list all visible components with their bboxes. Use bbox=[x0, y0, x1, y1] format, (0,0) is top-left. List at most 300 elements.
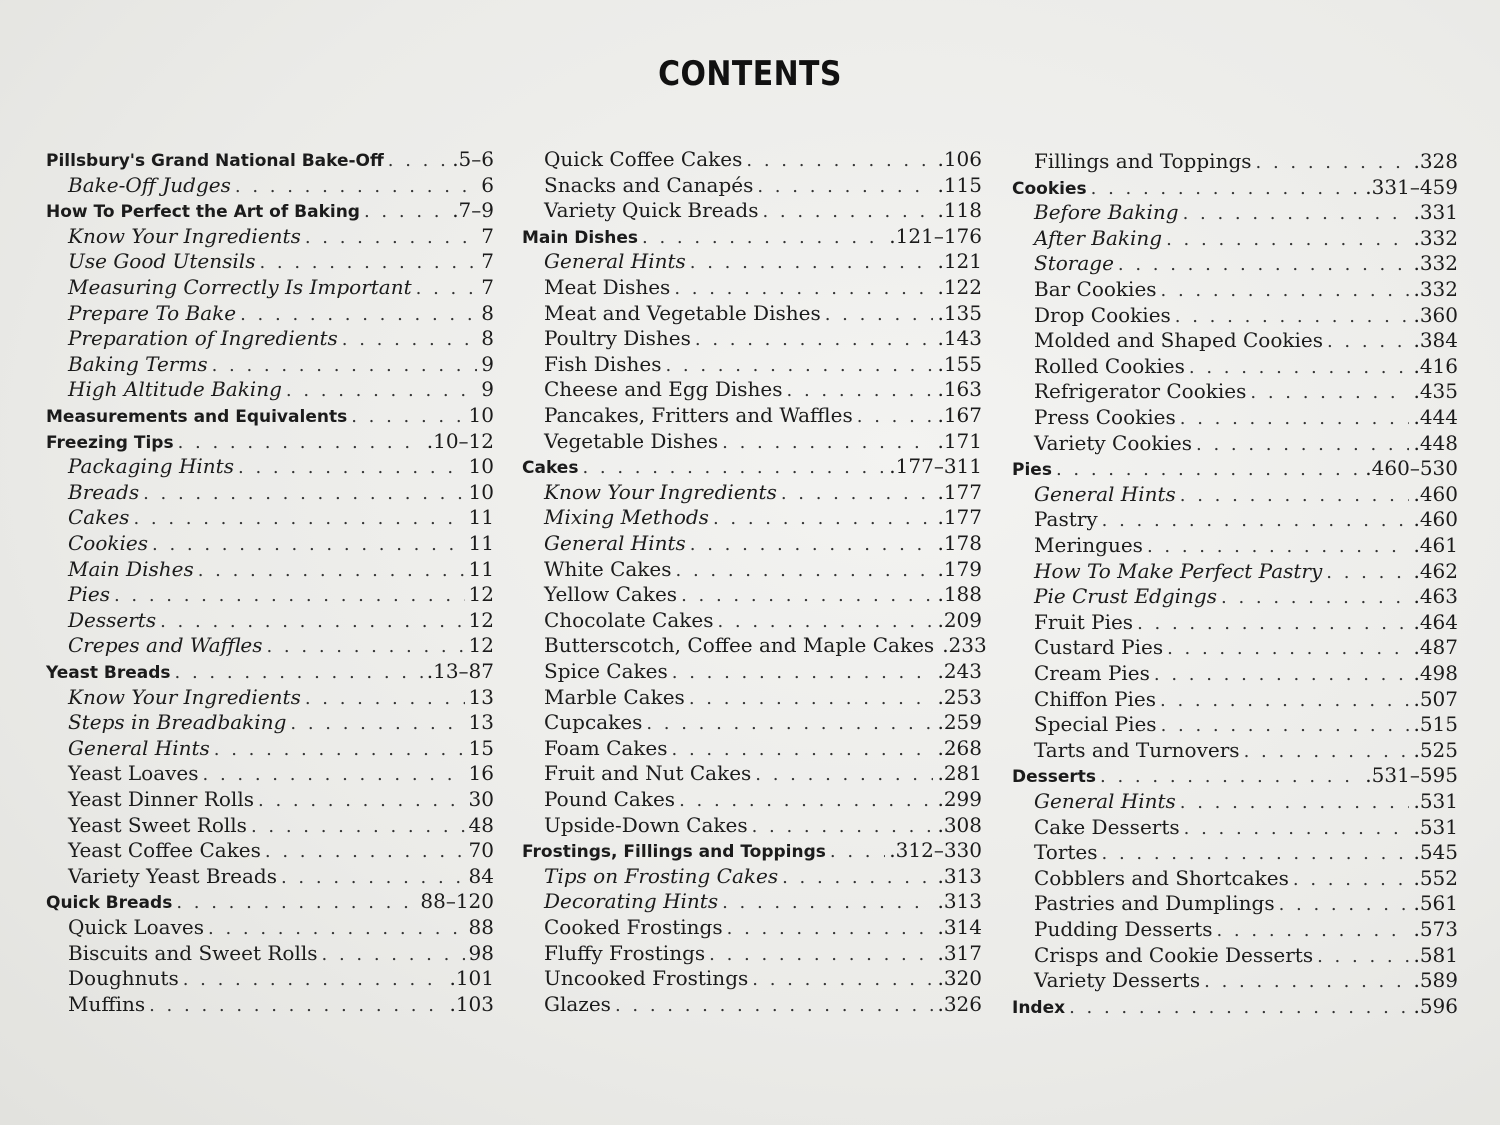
dot-leader bbox=[762, 197, 933, 225]
toc-entry bbox=[46, 965, 494, 991]
toc-entry-page: .320 bbox=[937, 966, 982, 991]
dot-leader bbox=[1137, 609, 1409, 637]
toc-entry bbox=[46, 453, 494, 479]
toc-entry-page: 12 bbox=[468, 582, 494, 607]
toc-entry-title: General Hints bbox=[68, 735, 210, 760]
toc-entry-title: Pastries and Dumplings bbox=[1034, 891, 1275, 916]
dot-leader bbox=[322, 940, 465, 968]
dot-leader bbox=[1166, 225, 1409, 253]
toc-entry bbox=[1012, 865, 1458, 891]
toc-entry bbox=[46, 376, 494, 402]
toc-entry bbox=[46, 914, 494, 940]
toc-entry-page: .13–87 bbox=[426, 659, 494, 683]
toc-entry bbox=[1012, 558, 1458, 584]
toc-entry-page: .314 bbox=[937, 915, 982, 939]
toc-entry-page: .384 bbox=[1413, 328, 1458, 353]
dot-leader bbox=[722, 888, 933, 916]
toc-entry-title: Meat Dishes bbox=[544, 275, 671, 299]
toc-entry-page: .268 bbox=[937, 735, 982, 760]
dot-leader bbox=[1279, 890, 1410, 918]
toc-entry bbox=[522, 837, 982, 863]
toc-entry bbox=[1012, 404, 1458, 430]
toc-entry-title: Fruit Pies bbox=[1034, 609, 1134, 634]
toc-entry-title: Fluffy Frostings bbox=[544, 940, 706, 965]
toc-entry bbox=[46, 863, 494, 889]
toc-entry-page: .143 bbox=[937, 326, 982, 351]
dot-leader bbox=[1180, 481, 1410, 509]
toc-entry-title: Pound Cakes bbox=[544, 787, 676, 811]
toc-entry bbox=[46, 274, 494, 300]
toc-entry bbox=[522, 146, 982, 172]
toc-entry-title: After Baking bbox=[1034, 225, 1163, 250]
dot-leader bbox=[258, 786, 465, 814]
dot-leader bbox=[203, 760, 465, 788]
dot-leader bbox=[114, 581, 465, 609]
toc-entry-title: Bar Cookies bbox=[1034, 277, 1157, 301]
toc-entry-title: Index bbox=[1012, 997, 1066, 1018]
toc-entry bbox=[46, 146, 494, 172]
toc-entry bbox=[1012, 788, 1458, 814]
toc-entry bbox=[522, 940, 982, 966]
toc-entry-page: .507 bbox=[1413, 686, 1458, 711]
toc-entry-title: Yeast Loaves bbox=[68, 761, 199, 786]
toc-entry-page: 9 bbox=[481, 377, 494, 402]
toc-entry-title: Butterscotch, Coffee and Maple Cakes bbox=[544, 633, 935, 658]
toc-entry bbox=[1012, 890, 1458, 916]
dot-leader bbox=[1154, 660, 1410, 688]
dot-leader bbox=[1293, 865, 1410, 893]
toc-entry bbox=[46, 786, 494, 812]
dot-leader bbox=[676, 556, 934, 584]
toc-entry-page: .461 bbox=[1413, 533, 1458, 557]
toc-entry-title: Foam Cakes bbox=[544, 735, 668, 760]
toc-entry-page: .10–12 bbox=[426, 428, 494, 453]
toc-entry-page: .122 bbox=[937, 275, 982, 299]
dot-leader bbox=[214, 735, 465, 763]
toc-entry bbox=[1012, 942, 1458, 968]
toc-entry-title: Drop Cookies bbox=[1034, 302, 1171, 327]
toc-entry-page: .464 bbox=[1413, 609, 1458, 634]
toc-entry bbox=[1012, 660, 1458, 686]
toc-entry bbox=[522, 402, 982, 428]
toc-entry-page: 15 bbox=[468, 735, 494, 760]
toc-entry-title: White Cakes bbox=[544, 556, 672, 581]
toc-entry bbox=[522, 300, 982, 326]
toc-entry-title: Cookies bbox=[1012, 178, 1087, 199]
toc-entry bbox=[46, 248, 494, 274]
toc-entry bbox=[46, 581, 494, 607]
dot-leader bbox=[722, 428, 933, 456]
toc-entry-page: .118 bbox=[937, 198, 982, 223]
toc-entry bbox=[1012, 250, 1458, 276]
toc-entry-title: Fruit and Nut Cakes bbox=[544, 761, 752, 786]
toc-entry bbox=[46, 556, 494, 582]
dot-leader bbox=[830, 837, 885, 865]
dot-leader bbox=[1091, 174, 1362, 202]
dot-leader bbox=[695, 325, 934, 353]
toc-entry-page: .178 bbox=[937, 531, 982, 555]
toc-entry-page: .171 bbox=[937, 428, 982, 453]
toc-entry bbox=[1012, 225, 1458, 251]
dot-leader bbox=[176, 888, 416, 916]
toc-entry-page: .573 bbox=[1413, 917, 1458, 941]
toc-entry bbox=[46, 632, 494, 658]
toc-entry-title: Cobblers and Shortcakes bbox=[1034, 865, 1289, 890]
toc-entry-title: Molded and Shaped Cookies bbox=[1034, 328, 1323, 353]
toc-entry-title: Steps in Breadbaking bbox=[68, 710, 287, 735]
toc-entry bbox=[1012, 378, 1458, 404]
toc-entry-page: 7 bbox=[481, 223, 494, 248]
toc-entry-title: Yeast Dinner Rolls bbox=[68, 787, 254, 811]
toc-entry-page: .531 bbox=[1413, 814, 1458, 839]
toc-entry-title: Bake-Off Judges bbox=[68, 172, 231, 197]
toc-entry-title: Crisps and Cookie Desserts bbox=[1034, 942, 1314, 967]
toc-entry bbox=[1012, 148, 1458, 174]
toc-entry-page: .596 bbox=[1413, 993, 1458, 1018]
toc-entry-page: .313 bbox=[937, 863, 982, 888]
dot-leader bbox=[615, 991, 934, 1019]
toc-entry-title: Pillsbury's Grand National Bake-Off bbox=[46, 151, 384, 171]
toc-entry-title: Glazes bbox=[544, 991, 611, 1016]
toc-entry bbox=[522, 248, 982, 274]
toc-entry bbox=[522, 709, 982, 735]
toc-entry-page: .5–6 bbox=[452, 147, 494, 171]
dot-leader bbox=[1216, 916, 1409, 944]
toc-entry bbox=[522, 172, 982, 198]
toc-entry bbox=[1012, 583, 1458, 609]
toc-entry bbox=[1012, 634, 1458, 660]
toc-entry-page: 10 bbox=[468, 403, 494, 427]
toc-entry-page: .332 bbox=[1413, 277, 1458, 301]
toc-entry bbox=[46, 197, 494, 223]
toc-entry-title: Desserts bbox=[68, 607, 157, 632]
toc-entry bbox=[522, 888, 982, 914]
toc-entry-title: Tortes bbox=[1034, 840, 1098, 865]
dot-leader bbox=[681, 581, 933, 609]
toc-entry bbox=[1012, 916, 1458, 942]
dot-leader bbox=[646, 709, 933, 737]
toc-entry-title: Pastry bbox=[1034, 507, 1098, 532]
toc-entry-title: Pies bbox=[1012, 460, 1052, 481]
toc-entry-title: Custard Pies bbox=[1034, 635, 1164, 660]
dot-leader bbox=[1256, 148, 1410, 176]
dot-leader bbox=[752, 812, 934, 840]
toc-entry bbox=[46, 760, 494, 786]
toc-entry bbox=[46, 172, 494, 198]
dot-leader bbox=[717, 607, 933, 635]
toc-entry-title: Quick Breads bbox=[46, 893, 173, 914]
toc-entry-page: .103 bbox=[449, 991, 494, 1016]
dot-leader bbox=[208, 914, 465, 942]
toc-entry bbox=[522, 376, 982, 402]
dot-leader bbox=[152, 530, 465, 558]
toc-entry bbox=[46, 735, 494, 761]
toc-entry-page: .243 bbox=[937, 659, 982, 683]
toc-entry-page: .589 bbox=[1413, 968, 1458, 993]
toc-entry-page: .281 bbox=[937, 761, 982, 786]
dot-leader bbox=[672, 658, 934, 686]
toc-entry-page: .155 bbox=[937, 351, 982, 376]
toc-entry bbox=[522, 863, 982, 889]
toc-entry bbox=[522, 607, 982, 633]
dot-leader bbox=[1167, 634, 1409, 662]
dot-leader bbox=[305, 223, 477, 251]
dot-leader bbox=[690, 530, 934, 558]
toc-entry bbox=[46, 300, 494, 326]
toc-entry-title: Desserts bbox=[1012, 767, 1097, 788]
toc-entry-page: .317 bbox=[937, 940, 982, 965]
toc-entry-page: .188 bbox=[937, 582, 982, 607]
toc-entry-page: .460 bbox=[1413, 481, 1458, 506]
dot-leader bbox=[1196, 430, 1409, 458]
dot-leader bbox=[1189, 353, 1410, 381]
toc-entry-page: .209 bbox=[937, 607, 982, 632]
toc-entry-page: .545 bbox=[1413, 840, 1458, 865]
toc-entry-title: Pudding Desserts bbox=[1034, 917, 1213, 941]
dot-leader bbox=[342, 325, 477, 353]
dot-leader bbox=[709, 940, 933, 968]
toc-entry-title: Baking Terms bbox=[68, 351, 208, 376]
dot-leader bbox=[672, 735, 934, 763]
toc-entry-page: 7 bbox=[481, 275, 494, 299]
toc-entry bbox=[522, 965, 982, 991]
toc-entry-page: 88–120 bbox=[420, 889, 494, 914]
toc-entry-title: How To Perfect the Art of Baking bbox=[46, 202, 360, 223]
toc-entry-page: 12 bbox=[468, 633, 494, 658]
toc-entry-page: .460–530 bbox=[1365, 456, 1458, 481]
toc-entry bbox=[1012, 302, 1458, 328]
dot-leader bbox=[143, 479, 464, 507]
toc-entry-title: Quick Loaves bbox=[68, 915, 204, 939]
toc-entry bbox=[522, 914, 982, 940]
dot-leader bbox=[259, 248, 477, 276]
toc-entry-page: .463 bbox=[1413, 584, 1458, 609]
toc-entry-title: Measuring Correctly Is Important bbox=[68, 275, 412, 299]
dot-leader bbox=[689, 684, 934, 712]
toc-entry-page: .308 bbox=[937, 812, 982, 837]
toc-entry-title: Uncooked Frostings bbox=[544, 966, 749, 991]
toc-entry-page: .326 bbox=[937, 991, 982, 1016]
dot-leader bbox=[364, 197, 448, 225]
toc-entry-title: Breads bbox=[68, 479, 140, 504]
toc-entry bbox=[1012, 455, 1458, 481]
toc-entry-page: 70 bbox=[468, 838, 494, 863]
dot-leader bbox=[133, 504, 464, 532]
dot-leader bbox=[305, 684, 465, 712]
toc-entry-page: .135 bbox=[937, 300, 982, 325]
dot-leader bbox=[416, 274, 478, 302]
toc-entry-title: Variety Desserts bbox=[1034, 968, 1201, 993]
toc-entry-page: .331–459 bbox=[1365, 174, 1458, 199]
toc-entry bbox=[522, 453, 982, 479]
toc-entry-page: 7 bbox=[481, 249, 494, 274]
toc-entry-page: 13 bbox=[468, 710, 494, 735]
toc-entry bbox=[46, 402, 494, 428]
toc-entry-page: .462 bbox=[1413, 558, 1458, 583]
toc-entry-page: .552 bbox=[1413, 865, 1458, 890]
dot-leader bbox=[1175, 302, 1410, 330]
toc-entry bbox=[522, 197, 982, 223]
toc-entry bbox=[46, 812, 494, 838]
dot-leader bbox=[727, 914, 934, 942]
toc-entry-title: Marble Cakes bbox=[544, 684, 685, 709]
toc-entry-title: Pie Crust Edgings bbox=[1034, 584, 1217, 609]
toc-entry-title: Cookies bbox=[68, 531, 148, 555]
toc-entry bbox=[1012, 762, 1458, 788]
toc-entry bbox=[46, 504, 494, 530]
toc-entry-title: Fish Dishes bbox=[544, 351, 662, 376]
toc-entry-title: Tips on Frosting Cakes bbox=[544, 863, 779, 888]
dot-leader bbox=[582, 453, 885, 481]
toc-entry-page: .233 bbox=[942, 633, 987, 658]
toc-entry-page: .515 bbox=[1413, 712, 1458, 737]
toc-entry-page: .101 bbox=[449, 966, 494, 991]
toc-entry-page: .163 bbox=[937, 377, 982, 402]
toc-entry bbox=[522, 991, 982, 1017]
toc-entry-page: .177–311 bbox=[889, 454, 982, 479]
toc-entry-page: 30 bbox=[468, 787, 494, 811]
dot-leader bbox=[857, 402, 934, 430]
toc-entry-page: .253 bbox=[937, 684, 982, 709]
toc-entry-title: Cheese and Egg Dishes bbox=[544, 377, 783, 402]
toc-entry bbox=[522, 351, 982, 377]
toc-entry-page: .179 bbox=[937, 556, 982, 581]
toc-entry-title: Special Pies bbox=[1034, 712, 1157, 737]
toc-entry-title: Yellow Cakes bbox=[544, 582, 678, 607]
toc-entry-title: Cakes bbox=[522, 458, 579, 479]
toc-entry-page: 6 bbox=[481, 172, 494, 197]
dot-leader bbox=[679, 786, 933, 814]
dot-leader bbox=[388, 146, 448, 174]
toc-entry bbox=[522, 581, 982, 607]
toc-entry-title: Before Baking bbox=[1034, 200, 1179, 225]
toc-entry bbox=[46, 940, 494, 966]
dot-leader bbox=[1102, 506, 1410, 534]
dot-leader bbox=[238, 453, 465, 481]
toc-entry-title: Meat and Vegetable Dishes bbox=[544, 300, 821, 325]
toc-entry bbox=[1012, 506, 1458, 532]
dot-leader bbox=[1250, 378, 1409, 406]
toc-entry-title: Spice Cakes bbox=[544, 659, 668, 683]
toc-entry bbox=[1012, 481, 1458, 507]
toc-entry-title: Cream Pies bbox=[1034, 661, 1150, 685]
toc-entry bbox=[1012, 327, 1458, 353]
dot-leader bbox=[235, 172, 477, 200]
toc-entry-page: .435 bbox=[1413, 379, 1458, 404]
toc-entry-page: .259 bbox=[937, 710, 982, 735]
toc-entry-title: General Hints bbox=[544, 531, 686, 555]
dot-leader bbox=[178, 428, 423, 456]
dot-leader bbox=[1102, 839, 1410, 867]
toc-entry bbox=[46, 837, 494, 863]
toc-entry-title: Use Good Utensils bbox=[68, 249, 256, 274]
toc-entry-page: 11 bbox=[468, 556, 494, 581]
toc-entry-title: Mixing Methods bbox=[544, 505, 709, 530]
toc-entry-page: .328 bbox=[1413, 149, 1458, 173]
toc-entry-title: High Altitude Baking bbox=[68, 377, 282, 402]
toc-entry bbox=[522, 632, 987, 658]
toc-entry-page: .332 bbox=[1413, 251, 1458, 276]
dot-leader bbox=[290, 709, 464, 737]
dot-leader bbox=[1069, 993, 1409, 1021]
dot-leader bbox=[1147, 532, 1410, 560]
toc-entry bbox=[1012, 199, 1458, 225]
toc-entry bbox=[522, 658, 982, 684]
toc-entry-page: .448 bbox=[1413, 430, 1458, 455]
toc-entry bbox=[522, 325, 982, 351]
toc-entry bbox=[522, 479, 982, 505]
toc-entry-title: Main Dishes bbox=[522, 227, 639, 248]
toc-entry-page: 8 bbox=[481, 326, 494, 351]
dot-leader bbox=[149, 991, 445, 1019]
toc-entry-title: General Hints bbox=[544, 249, 686, 274]
toc-entry-page: .106 bbox=[937, 147, 982, 171]
toc-entry bbox=[1012, 276, 1458, 302]
toc-entry-page: .177 bbox=[937, 505, 982, 530]
toc-entry-title: Refrigerator Cookies bbox=[1034, 379, 1247, 404]
toc-entry-page: 9 bbox=[481, 351, 494, 376]
dot-leader bbox=[286, 376, 477, 404]
toc-entry-page: .167 bbox=[937, 403, 982, 427]
toc-entry-title: Main Dishes bbox=[68, 556, 194, 581]
toc-entry-page: .531–595 bbox=[1365, 763, 1458, 788]
toc-entry-title: Rolled Cookies bbox=[1034, 353, 1185, 378]
dot-leader bbox=[781, 479, 934, 507]
toc-entry-title: Upside-Down Cakes bbox=[544, 812, 748, 837]
toc-entry bbox=[1012, 174, 1458, 200]
dot-leader bbox=[160, 607, 464, 635]
dot-leader bbox=[1183, 199, 1410, 227]
toc-entry-title: How To Make Perfect Pastry bbox=[1034, 558, 1323, 583]
toc-entry bbox=[46, 530, 494, 556]
toc-entry bbox=[1012, 967, 1458, 993]
toc-entry-page: .525 bbox=[1413, 737, 1458, 762]
toc-entry-title: Variety Cookies bbox=[1034, 430, 1193, 455]
toc-entry bbox=[1012, 711, 1458, 737]
toc-entry-page: .331 bbox=[1413, 200, 1458, 225]
dot-leader bbox=[746, 146, 933, 174]
dot-leader bbox=[755, 760, 933, 788]
toc-entry-page: .299 bbox=[937, 787, 982, 811]
toc-entry-page: .581 bbox=[1413, 942, 1458, 967]
toc-entry bbox=[522, 428, 982, 454]
toc-entry-title: Pancakes, Fritters and Waffles bbox=[544, 403, 853, 427]
toc-entry-page: .360 bbox=[1413, 302, 1458, 327]
dot-leader bbox=[1244, 737, 1410, 765]
toc-entry bbox=[1012, 430, 1458, 456]
toc-entry-title: Chocolate Cakes bbox=[544, 607, 714, 632]
toc-entry bbox=[522, 760, 982, 786]
dot-leader bbox=[1327, 327, 1409, 355]
toc-entry-title: Tarts and Turnovers bbox=[1034, 737, 1240, 762]
toc-entry-title: Know Your Ingredients bbox=[544, 479, 777, 504]
dot-leader bbox=[713, 504, 934, 532]
dot-leader bbox=[281, 863, 465, 891]
dot-leader bbox=[1326, 558, 1409, 586]
dot-leader bbox=[251, 812, 465, 840]
dot-leader bbox=[198, 556, 465, 584]
dot-leader bbox=[1100, 762, 1361, 790]
toc-entry bbox=[522, 556, 982, 582]
toc-entry-page: 12 bbox=[468, 607, 494, 632]
toc-entry bbox=[522, 274, 982, 300]
dot-leader bbox=[690, 248, 934, 276]
toc-entry-page: .177 bbox=[937, 479, 982, 504]
toc-entry bbox=[1012, 686, 1458, 712]
toc-entry-title: Chiffon Pies bbox=[1034, 686, 1157, 711]
dot-leader bbox=[1180, 404, 1410, 432]
toc-entry-page: .561 bbox=[1413, 891, 1458, 916]
